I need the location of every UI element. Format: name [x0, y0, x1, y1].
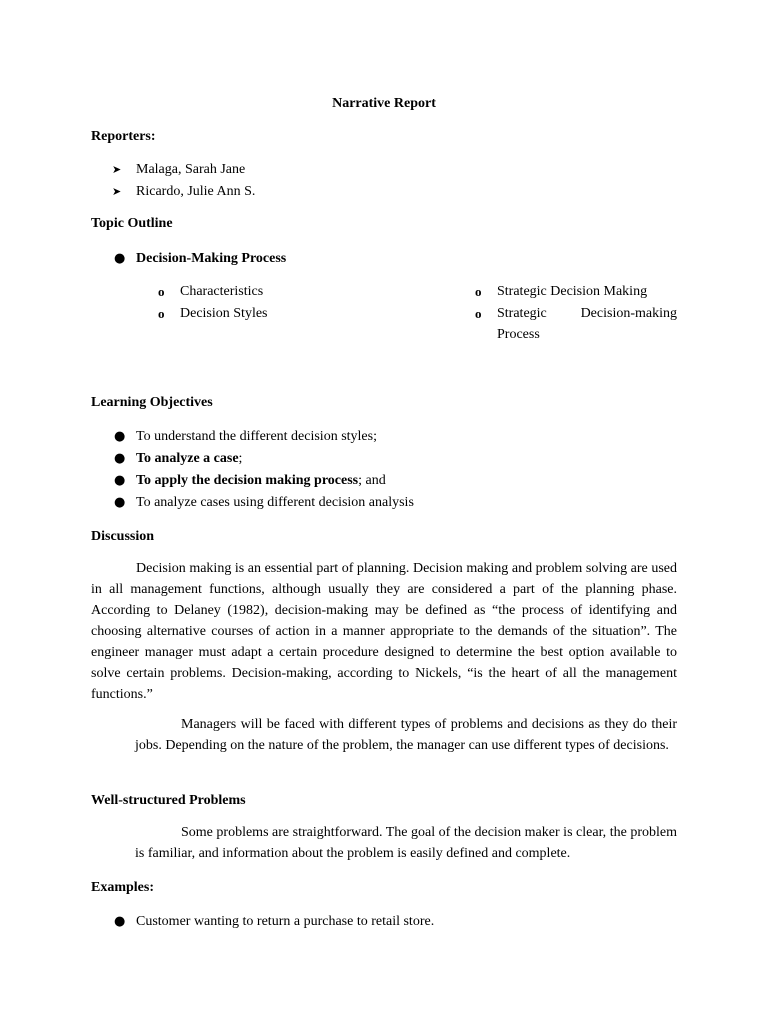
arrow-bullet-icon: ➤ [112, 163, 122, 176]
page-title: Narrative Report [332, 96, 436, 111]
dot-bullet-icon: ● [114, 251, 126, 266]
list-item [475, 303, 677, 347]
reporter-name: Ricardo, Julie Ann S. [136, 184, 256, 199]
subtopics-right [475, 281, 677, 347]
list-item [112, 470, 414, 492]
subtopic: Strategic Decision-making Process [497, 306, 677, 342]
discussion-paragraph-1: Decision making is an essential part of planning. Decision making and problem solving are used in all management functions, although usually they are considered a part of the planning phase. According to Delaney (1982), decision-making may be defined as “the process of identifying and choosing alternative courses of action in a manner appropriate to the demands of the situation”. The engineer manager must adapt a certain procedure designed to determine the best option available to solve certain problems. Decision-making, according to Nickels, “is the heart of all the management functions.” [91, 561, 677, 702]
reporters-list [112, 159, 255, 203]
circle-bullet-icon: o [158, 306, 165, 321]
example-text: Customer wanting to return a purchase to retail store. [136, 914, 435, 929]
objective-text: ; and [358, 473, 386, 488]
subtopics-left [158, 281, 268, 325]
circle-bullet-icon: o [158, 284, 165, 299]
well-structured-paragraph: Some problems are straightforward. The goal of the decision maker is clear, the problem is familiar, and information about the problem is easily defined and complete. [135, 825, 677, 861]
circle-bullet-icon: o [475, 284, 482, 299]
learning-objectives-heading: Learning Objectives [91, 395, 213, 410]
dot-bullet-icon: ● [114, 495, 126, 510]
topic-outline-heading: Topic Outline [91, 216, 173, 231]
examples-heading: Examples: [91, 880, 154, 895]
dot-bullet-icon: ● [114, 451, 126, 466]
list-item [112, 492, 414, 514]
subtopic: Characteristics [180, 284, 264, 299]
arrow-bullet-icon: ➤ [112, 185, 122, 198]
subtopic: Strategic Decision Making [497, 284, 648, 299]
well-structured-heading: Well-structured Problems [91, 793, 246, 808]
discussion-heading: Discussion [91, 529, 155, 544]
reporter-name: Malaga, Sarah Jane [136, 162, 246, 177]
dot-bullet-icon: ● [114, 914, 126, 929]
list-item [112, 448, 414, 470]
list-item [112, 426, 414, 448]
list-item [158, 303, 268, 325]
circle-bullet-icon: o [475, 306, 482, 321]
dot-bullet-icon: ● [114, 429, 126, 444]
topic-main: Decision-Making Process [136, 251, 287, 266]
list-item [475, 281, 677, 303]
objective-text: To understand the different decision styles; [136, 429, 377, 444]
list-item [112, 911, 434, 933]
subtopic: Decision Styles [180, 306, 268, 321]
reporters-heading: Reporters: [91, 129, 156, 144]
topic-list [112, 248, 286, 270]
discussion-paragraph-2: Managers will be faced with different types of problems and decisions as they do their jobs. Depending on the nature of the problem, the manager can use different types of decisions. [135, 717, 677, 753]
objectives-list [112, 426, 414, 514]
examples-list [112, 911, 434, 933]
objective-text: ; [238, 451, 243, 466]
list-item [112, 248, 286, 270]
objective-bold: To analyze a case [136, 451, 239, 466]
objective-text: To analyze cases using different decision analysis [136, 495, 414, 510]
list-item [158, 281, 268, 303]
objective-bold: To apply the decision making process [136, 473, 359, 488]
list-item [112, 159, 255, 181]
dot-bullet-icon: ● [114, 473, 126, 488]
list-item [112, 181, 255, 203]
